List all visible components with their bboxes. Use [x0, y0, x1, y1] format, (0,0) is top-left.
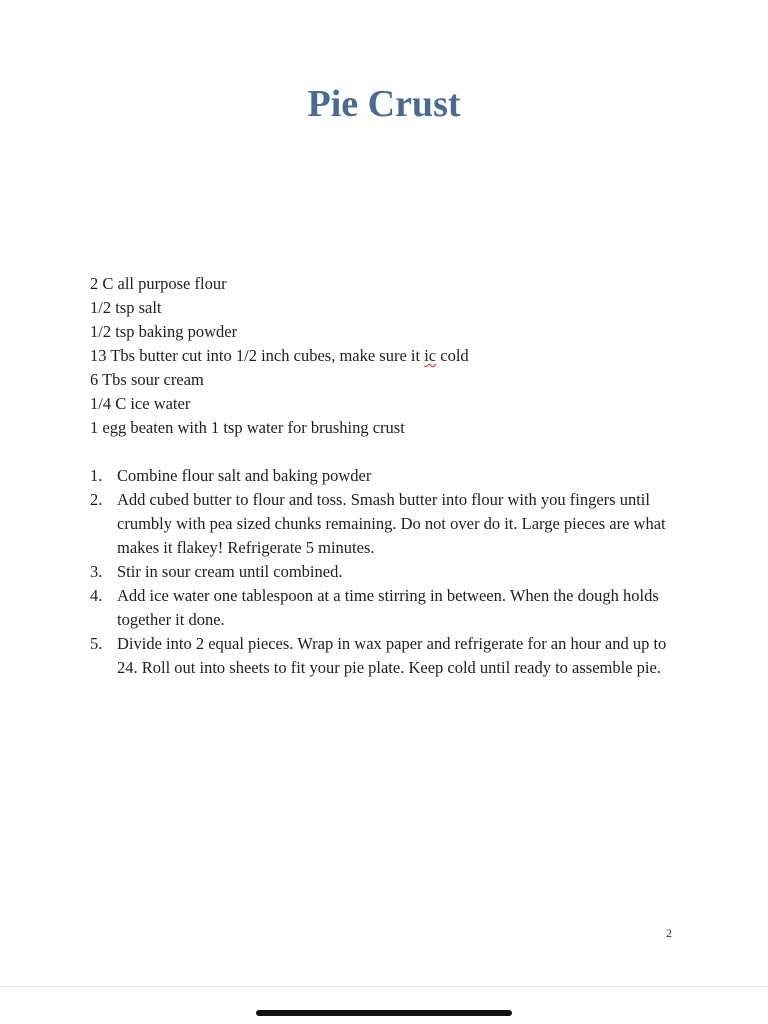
page-number: 2	[666, 926, 672, 940]
ingredient-text: 13 Tbs butter cut into 1/2 inch cubes, make sure it	[90, 346, 425, 365]
instruction-step	[90, 560, 680, 584]
step-number: 4.	[90, 586, 103, 605]
step-number: 5.	[90, 634, 103, 653]
ingredient-item: 1 egg beaten with 1 tsp water for brushing crust	[90, 418, 405, 437]
instruction-step	[90, 584, 680, 632]
step-text: Add ice water one tablespoon at a time stirring in between. When the dough holds together it done.	[117, 586, 659, 629]
instruction-list	[90, 464, 680, 680]
instruction-step	[90, 464, 680, 488]
ingredient-item: 2 C all purpose flour	[90, 274, 227, 293]
ingredient-item: 1/4 C ice water	[90, 394, 191, 413]
step-number: 3.	[90, 562, 103, 581]
step-text: Combine flour salt and baking powder	[117, 466, 372, 485]
ingredient-text: cold	[436, 346, 469, 365]
page-title: Pie Crust	[307, 83, 461, 125]
step-text: Add cubed butter to flour and toss. Smash butter into flour with you fingers until crumbly with pea sized chunks remaining. Do not over do it. Large pieces are what makes it flakey! Refrigerate 5 minutes.	[117, 490, 666, 557]
ingredient-list	[90, 272, 469, 440]
home-indicator-bar[interactable]	[256, 1010, 512, 1016]
step-text: Stir in sour cream until combined.	[117, 562, 343, 581]
ingredient-item: 6 Tbs sour cream	[90, 370, 204, 389]
misspelled-word[interactable]: ic	[424, 346, 437, 365]
toolbar-divider	[0, 986, 768, 987]
ingredient-item	[90, 344, 469, 368]
ingredient-item: 1/2 tsp baking powder	[90, 322, 238, 341]
step-number: 2.	[90, 490, 103, 509]
ingredient-item: 1/2 tsp salt	[90, 298, 162, 317]
instruction-step	[90, 632, 680, 680]
instruction-step	[90, 488, 680, 560]
step-number: 1.	[90, 466, 103, 485]
step-text: Divide into 2 equal pieces. Wrap in wax paper and refrigerate for an hour and up to 24. Roll out into sheets to fit your pie plate. Keep cold until ready to assemble pie.	[117, 634, 667, 677]
